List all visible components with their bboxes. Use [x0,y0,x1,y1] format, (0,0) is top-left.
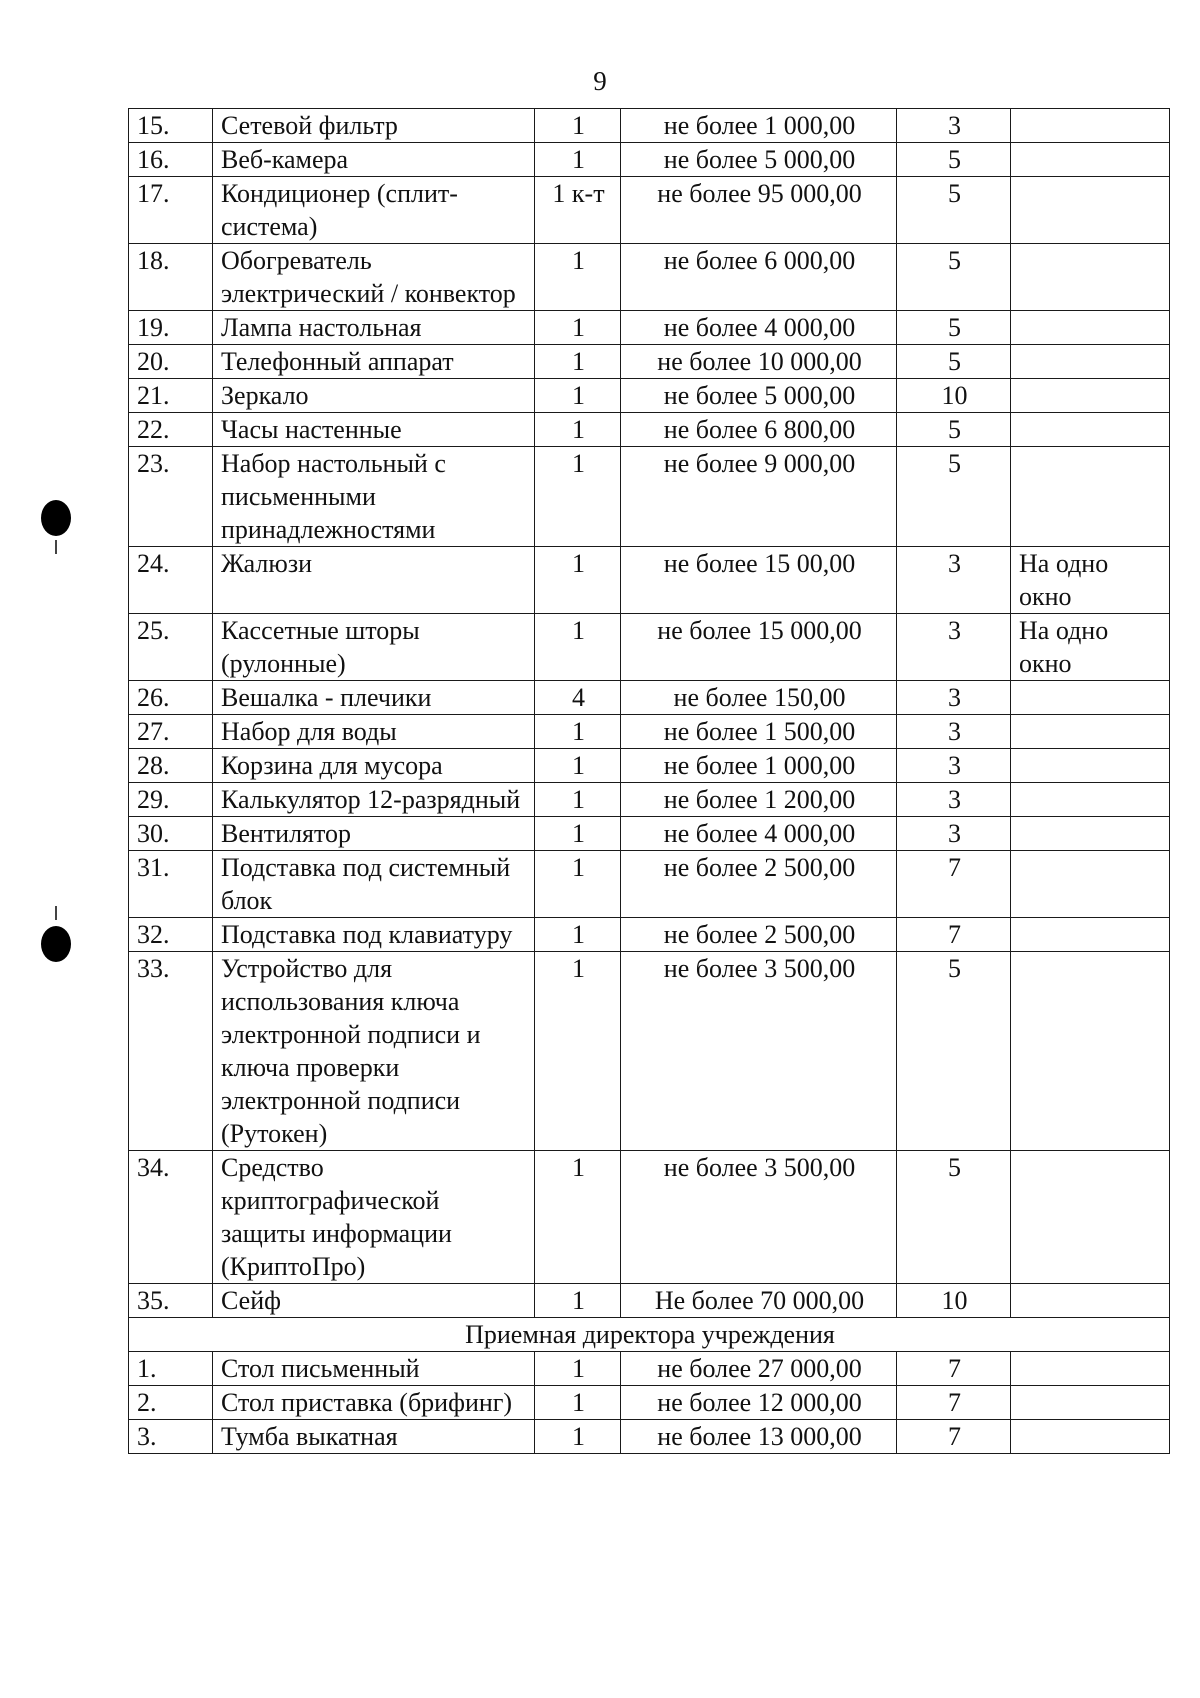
item-name: Устройство для использования ключа электронной подписи и ключа проверки электронной подписи (Рутокен) [213,952,535,1151]
row-number: 3. [129,1420,213,1454]
item-note: На одно окно [1011,614,1170,681]
item-quantity: 1 [535,1420,621,1454]
table-row [129,1420,1170,1454]
item-price: не более 10 000,00 [621,345,897,379]
item-service-life: 5 [897,447,1011,547]
row-number: 22. [129,413,213,447]
row-number: 31. [129,851,213,918]
item-quantity: 1 [535,311,621,345]
table-row [129,547,1170,614]
item-quantity: 1 [535,1386,621,1420]
item-price: не более 12 000,00 [621,1386,897,1420]
item-service-life: 3 [897,783,1011,817]
item-quantity: 1 [535,851,621,918]
item-note [1011,817,1170,851]
item-name: Стол письменный [213,1352,535,1386]
section-title: Приемная директора учреждения [129,1318,1170,1352]
table-row [129,379,1170,413]
table-row [129,749,1170,783]
row-number: 30. [129,817,213,851]
item-quantity: 1 [535,143,621,177]
item-note [1011,311,1170,345]
item-quantity: 4 [535,681,621,715]
row-number: 34. [129,1151,213,1284]
item-quantity: 1 [535,1151,621,1284]
item-price: не более 5 000,00 [621,379,897,413]
item-quantity: 1 к-т [535,177,621,244]
item-note [1011,244,1170,311]
table-row [129,715,1170,749]
item-name: Зеркало [213,379,535,413]
item-price: не более 15 00,00 [621,547,897,614]
item-service-life: 7 [897,1386,1011,1420]
section-row [129,1318,1170,1352]
binder-hole-bottom [41,926,71,962]
item-price: Не более 70 000,00 [621,1284,897,1318]
item-note [1011,1151,1170,1284]
item-price: не более 5 000,00 [621,143,897,177]
item-service-life: 5 [897,1151,1011,1284]
row-number: 24. [129,547,213,614]
item-name: Набор для воды [213,715,535,749]
item-service-life: 10 [897,379,1011,413]
item-service-life: 5 [897,177,1011,244]
row-number: 23. [129,447,213,547]
item-price: не более 9 000,00 [621,447,897,547]
item-name: Набор настольный с письменными принадлежностями [213,447,535,547]
item-price: не более 3 500,00 [621,1151,897,1284]
item-service-life: 7 [897,1352,1011,1386]
item-quantity: 1 [535,749,621,783]
table-body-reception [129,1352,1170,1454]
item-note [1011,715,1170,749]
item-note [1011,1386,1170,1420]
row-number: 1. [129,1352,213,1386]
item-name: Стол приставка (брифинг) [213,1386,535,1420]
table-row [129,109,1170,143]
item-note [1011,783,1170,817]
item-note [1011,851,1170,918]
row-number: 20. [129,345,213,379]
item-price: не более 4 000,00 [621,817,897,851]
item-name: Обогреватель электрический / конвектор [213,244,535,311]
item-service-life: 3 [897,614,1011,681]
row-number: 2. [129,1386,213,1420]
row-number: 33. [129,952,213,1151]
table-row [129,817,1170,851]
row-number: 27. [129,715,213,749]
item-note [1011,413,1170,447]
item-service-life: 3 [897,817,1011,851]
table-row [129,783,1170,817]
item-quantity: 1 [535,952,621,1151]
row-number: 18. [129,244,213,311]
row-number: 19. [129,311,213,345]
item-note [1011,379,1170,413]
item-note [1011,749,1170,783]
item-price: не более 15 000,00 [621,614,897,681]
item-name: Подставка под системный блок [213,851,535,918]
item-note [1011,952,1170,1151]
table-row [129,1386,1170,1420]
item-price: не более 4 000,00 [621,311,897,345]
equipment-table [128,108,1170,1454]
item-price: не более 27 000,00 [621,1352,897,1386]
item-note: На одно окно [1011,547,1170,614]
table-row [129,918,1170,952]
binder-tick-top [55,540,57,554]
item-name: Подставка под клавиатуру [213,918,535,952]
table-row [129,345,1170,379]
item-note [1011,143,1170,177]
item-name: Часы настенные [213,413,535,447]
row-number: 15. [129,109,213,143]
table-row [129,1284,1170,1318]
item-note [1011,177,1170,244]
item-name: Лампа настольная [213,311,535,345]
item-quantity: 1 [535,783,621,817]
item-note [1011,681,1170,715]
item-service-life: 3 [897,681,1011,715]
item-note [1011,109,1170,143]
item-name: Тумба выкатная [213,1420,535,1454]
item-service-life: 3 [897,749,1011,783]
row-number: 32. [129,918,213,952]
item-service-life: 5 [897,952,1011,1151]
item-price: не более 95 000,00 [621,177,897,244]
binder-hole-top [41,500,71,536]
table-row [129,1151,1170,1284]
item-service-life: 5 [897,244,1011,311]
item-quantity: 1 [535,345,621,379]
item-quantity: 1 [535,1352,621,1386]
item-price: не более 1 000,00 [621,749,897,783]
row-number: 29. [129,783,213,817]
row-number: 26. [129,681,213,715]
item-service-life: 5 [897,413,1011,447]
item-price: не более 6 000,00 [621,244,897,311]
item-quantity: 1 [535,614,621,681]
row-number: 35. [129,1284,213,1318]
item-name: Кондиционер (сплит-система) [213,177,535,244]
table-row [129,143,1170,177]
item-service-life: 3 [897,547,1011,614]
item-price: не более 3 500,00 [621,952,897,1151]
item-quantity: 1 [535,715,621,749]
table-row [129,681,1170,715]
item-price: не более 6 800,00 [621,413,897,447]
item-price: не более 1 000,00 [621,109,897,143]
row-number: 21. [129,379,213,413]
table-row [129,447,1170,547]
item-name: Жалюзи [213,547,535,614]
item-name: Сейф [213,1284,535,1318]
table-row [129,1352,1170,1386]
table-row [129,177,1170,244]
item-price: не более 1 500,00 [621,715,897,749]
item-service-life: 7 [897,1420,1011,1454]
item-price: не более 2 500,00 [621,918,897,952]
item-quantity: 1 [535,918,621,952]
item-quantity: 1 [535,379,621,413]
item-quantity: 1 [535,817,621,851]
item-service-life: 5 [897,311,1011,345]
item-name: Средство криптографической защиты информации (КриптоПро) [213,1151,535,1284]
item-price: не более 13 000,00 [621,1420,897,1454]
item-service-life: 7 [897,851,1011,918]
item-note [1011,1420,1170,1454]
item-quantity: 1 [535,244,621,311]
row-number: 17. [129,177,213,244]
page-number: 9 [593,66,607,96]
table-section [129,1318,1170,1352]
item-service-life: 10 [897,1284,1011,1318]
item-price: не более 2 500,00 [621,851,897,918]
table-row [129,952,1170,1151]
row-number: 25. [129,614,213,681]
item-name: Сетевой фильтр [213,109,535,143]
item-note [1011,447,1170,547]
item-price: не более 1 200,00 [621,783,897,817]
item-service-life: 3 [897,109,1011,143]
item-quantity: 1 [535,109,621,143]
item-note [1011,1284,1170,1318]
item-name: Калькулятор 12-разрядный [213,783,535,817]
item-quantity: 1 [535,1284,621,1318]
table-row [129,311,1170,345]
item-name: Кассетные шторы (рулонные) [213,614,535,681]
table-row [129,614,1170,681]
item-quantity: 1 [535,547,621,614]
binder-tick-bottom [55,906,57,920]
table-body-items [129,109,1170,1318]
item-price: не более 150,00 [621,681,897,715]
item-note [1011,1352,1170,1386]
item-service-life: 3 [897,715,1011,749]
table-row [129,413,1170,447]
item-name: Вешалка - плечики [213,681,535,715]
table-row [129,244,1170,311]
item-service-life: 5 [897,143,1011,177]
item-service-life: 5 [897,345,1011,379]
item-note [1011,918,1170,952]
item-quantity: 1 [535,413,621,447]
item-quantity: 1 [535,447,621,547]
row-number: 16. [129,143,213,177]
row-number: 28. [129,749,213,783]
item-name: Телефонный аппарат [213,345,535,379]
item-name: Веб-камера [213,143,535,177]
item-name: Вентилятор [213,817,535,851]
item-service-life: 7 [897,918,1011,952]
item-note [1011,345,1170,379]
item-name: Корзина для мусора [213,749,535,783]
table-row [129,851,1170,918]
